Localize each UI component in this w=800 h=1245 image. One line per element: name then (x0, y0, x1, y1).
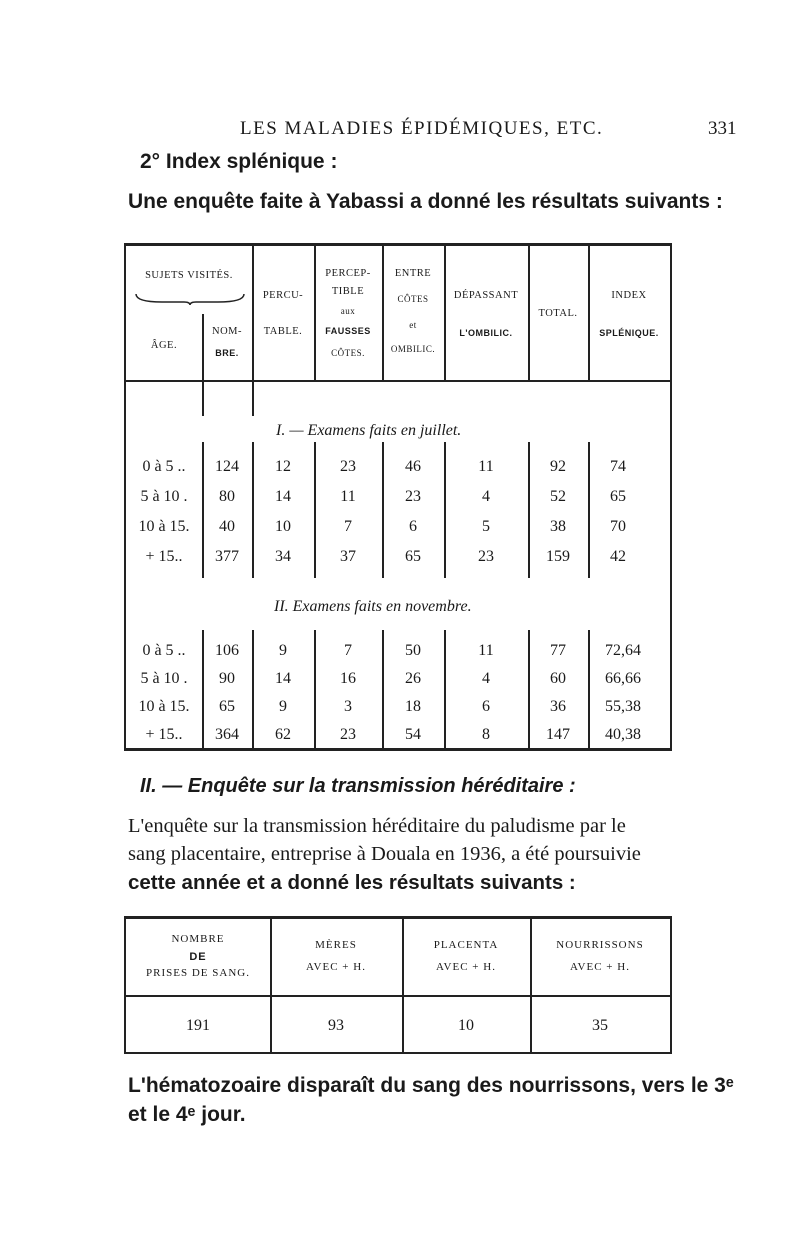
header-total: TOTAL. (538, 308, 578, 319)
cell-total: 77 (550, 642, 566, 659)
col-divider (252, 382, 254, 416)
cell-depassant: 11 (478, 458, 494, 475)
header-age: ÂGE. (150, 340, 178, 351)
section-label-juillet: I. — Examens faits en juillet. (276, 422, 462, 439)
header-entre-2: CÔTES (397, 294, 429, 304)
cell-entre: 50 (405, 642, 421, 659)
header-index-2: SPLÉNIQUE. (599, 328, 659, 338)
cell-depassant: 5 (482, 518, 490, 535)
closing-line: et le 4ᵉ jour. (128, 1103, 246, 1126)
cell-index: 55,38 (605, 698, 641, 715)
cell-meres: 93 (328, 1017, 344, 1034)
cell-entre: 65 (405, 548, 421, 565)
cell-percutable: 9 (279, 642, 287, 659)
cell-depassant: 11 (478, 642, 494, 659)
col-divider (444, 246, 446, 382)
cell-nombre: 90 (219, 670, 235, 687)
cell-perceptible: 16 (340, 670, 356, 687)
cell-perceptible: 23 (340, 726, 356, 743)
cell-entre: 26 (405, 670, 421, 687)
cell-age: 5 à 10 . (140, 488, 188, 505)
transmission-table (124, 916, 672, 1054)
cell-total: 92 (550, 458, 566, 475)
header-depassant-1: DÉPASSANT (453, 290, 519, 301)
cell-percutable: 14 (275, 488, 291, 505)
header-percep-4: FAUSSES (325, 326, 371, 336)
cell-age: + 15.. (145, 726, 183, 743)
header-rule (126, 380, 670, 382)
header-depassant-2: L'OMBILIC. (459, 328, 513, 338)
cell-nombre: 80 (219, 488, 235, 505)
cell-depassant: 4 (482, 670, 490, 687)
cell-nombre: 65 (219, 698, 235, 715)
header-nourrissons-2: AVEC + H. (570, 961, 630, 973)
cell-age: 0 à 5 .. (142, 458, 186, 475)
header-nombre-1: NOM- (212, 326, 242, 337)
cell-percutable: 34 (275, 548, 291, 565)
cell-perceptible: 7 (344, 642, 352, 659)
paragraph-line: sang placentaire, entreprise à Douala en 1936, a été poursuivie (128, 843, 641, 865)
cell-total: 60 (550, 670, 566, 687)
col-divider (202, 382, 204, 416)
cell-index: 70 (610, 518, 626, 535)
section-label-novembre: II. Examens faits en novembre. (274, 598, 472, 615)
cell-index: 66,66 (605, 670, 641, 687)
cell-age: 10 à 15. (138, 698, 190, 715)
section-heading-index: 2° Index splénique : (140, 150, 338, 173)
header-percep-5: CÔTES. (331, 348, 365, 358)
header-nourrissons-1: NOURRISSONS (556, 939, 644, 951)
page-number: 331 (708, 118, 737, 139)
paragraph-line: cette année et a donné les résultats suivants : (128, 871, 576, 894)
header-index-1: INDEX (611, 290, 647, 301)
cell-age: 5 à 10 . (140, 670, 188, 687)
header-sujets: SUJETS VISITÉS. (145, 270, 233, 281)
header-nombre-3: PRISES DE SANG. (146, 967, 250, 979)
cell-percutable: 9 (279, 698, 287, 715)
cell-percutable: 62 (275, 726, 291, 743)
cell-nombre: 364 (215, 726, 239, 743)
header-percu-1: PERCU- (262, 290, 304, 301)
header-meres-2: AVEC + H. (306, 961, 366, 973)
cell-perceptible: 7 (344, 518, 352, 535)
cell-prises-de-sang: 191 (186, 1017, 210, 1034)
cell-entre: 18 (405, 698, 421, 715)
cell-perceptible: 3 (344, 698, 352, 715)
cell-index: 40,38 (605, 726, 641, 743)
header-placenta-1: PLACENTA (433, 939, 499, 951)
cell-index: 74 (610, 458, 626, 475)
cell-index: 65 (610, 488, 626, 505)
col-divider (588, 246, 590, 382)
header-percep-2: TIBLE (331, 286, 365, 297)
cell-depassant: 23 (478, 548, 494, 565)
cell-total: 52 (550, 488, 566, 505)
cell-percutable: 10 (275, 518, 291, 535)
cell-total: 147 (546, 726, 570, 743)
cell-percutable: 14 (275, 670, 291, 687)
header-placenta-2: AVEC + H. (436, 961, 496, 973)
header-rule (126, 995, 670, 997)
cell-total: 38 (550, 518, 566, 535)
header-entre-3: et (409, 320, 417, 330)
cell-age: 0 à 5 .. (142, 642, 186, 659)
cell-entre: 54 (405, 726, 421, 743)
header-percep-3: aux (340, 306, 356, 316)
col-divider (252, 246, 254, 382)
header-entre-1: ENTRE (394, 268, 432, 279)
cell-nombre: 106 (215, 642, 239, 659)
intro-text: Une enquête faite à Yabassi a donné les résultats suivants : (128, 190, 723, 213)
cell-entre: 6 (409, 518, 417, 535)
splenic-index-table (124, 243, 672, 751)
cell-total: 36 (550, 698, 566, 715)
header-meres-1: MÈRES (315, 939, 357, 951)
header-entre-4: OMBILIC. (390, 344, 436, 354)
cell-percutable: 12 (275, 458, 291, 475)
cell-total: 159 (546, 548, 570, 565)
header-nombre-2: DE (189, 951, 207, 963)
cell-age: 10 à 15. (138, 518, 190, 535)
cell-index: 72,64 (605, 642, 641, 659)
cell-age: + 15.. (145, 548, 183, 565)
cell-depassant: 4 (482, 488, 490, 505)
brace-icon (134, 290, 246, 306)
cell-nourrissons: 35 (592, 1017, 608, 1034)
cell-entre: 23 (405, 488, 421, 505)
cell-perceptible: 37 (340, 548, 356, 565)
cell-perceptible: 11 (340, 488, 356, 505)
header-nombre-2: BRE. (215, 348, 239, 358)
cell-depassant: 8 (482, 726, 490, 743)
section-heading-transmission: II. — Enquête sur la transmission héréditaire : (140, 775, 576, 797)
cell-nombre: 124 (215, 458, 239, 475)
cell-nombre: 40 (219, 518, 235, 535)
header-percu-2: TABLE. (263, 326, 303, 337)
cell-index: 42 (610, 548, 626, 565)
cell-nombre: 377 (215, 548, 239, 565)
header-percep-1: PERCEP- (325, 268, 371, 279)
cell-entre: 46 (405, 458, 421, 475)
running-header: LES MALADIES ÉPIDÉMIQUES, ETC. (240, 118, 604, 139)
cell-perceptible: 23 (340, 458, 356, 475)
cell-depassant: 6 (482, 698, 490, 715)
header-nombre-1: NOMBRE (171, 933, 225, 945)
closing-line: L'hématozoaire disparaît du sang des nourrissons, vers le 3ᵉ (128, 1074, 734, 1097)
cell-placenta: 10 (458, 1017, 474, 1034)
paragraph-line: L'enquête sur la transmission héréditaire du paludisme par le (128, 815, 626, 837)
